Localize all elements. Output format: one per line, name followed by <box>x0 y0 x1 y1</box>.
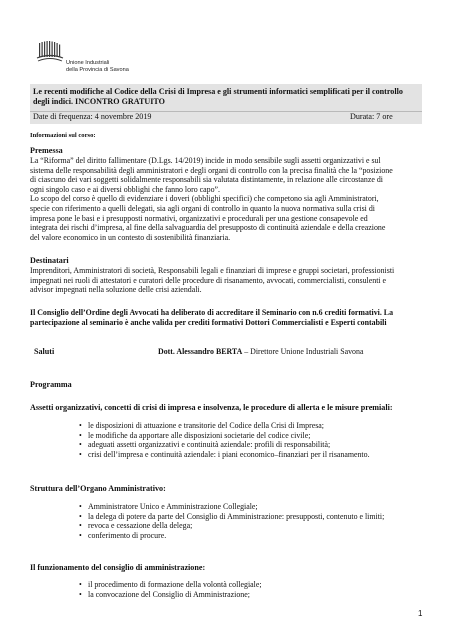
destinatari-line: Imprenditori, Amministratori di società, Responsabili legali e finanziari di imprese e gruppi societari, professionisti <box>30 266 395 275</box>
premessa-text <box>30 156 425 242</box>
saluti-speaker-line <box>158 347 363 357</box>
crediti-text <box>30 308 425 327</box>
destinatari-heading: Destinatari <box>30 256 69 265</box>
destinatari-text <box>30 266 425 295</box>
course-duration: Durata: 7 ore <box>350 112 393 121</box>
crediti-line: partecipazione al seminario è anche valida per crediti formativi Dottori Commercialisti e Esperti contabili <box>30 317 387 327</box>
premessa-line: di ciascuno dei vari soggetti solidalmente responsabili sia valutata distintamente, in relazione alle circostanze di <box>30 175 383 185</box>
destinatari-line: advisor impegnati nella soluzione delle crisi aziendali. <box>30 285 202 295</box>
premessa-line: specie con riferimento a quelli delegati, sia agli organi di controllo in quanto la nuova normativa sulla crisi di <box>30 203 375 213</box>
list-item: • crisi dell’impresa e continuità aziendale: i piani economico–finanziari per il risanamento. <box>79 450 419 460</box>
confindustria-logo-icon <box>36 41 64 65</box>
program-section-title: Il funzionamento del consiglio di amministrazione: <box>30 563 206 572</box>
list-item: • Amministratore Unico e Amministrazione Collegiale; <box>79 502 419 512</box>
saluti-label: Saluti <box>34 347 55 356</box>
list-item: • il procedimento di formazione della volontà collegiale; <box>79 580 419 590</box>
list-item: • conferimento di procure. <box>79 531 419 541</box>
program-section-list <box>79 421 419 459</box>
premessa-line: La “Riforma” del diritto fallimentare (D.Lgs. 14/2019) incide in modo sensibile sugli assetti organizzativi e sul <box>30 156 381 165</box>
program-section-title: Struttura dell’Organo Amministrativo: <box>30 484 166 493</box>
list-item: • le modifiche da apportare alle disposizioni societarie del codice civile; <box>79 431 419 441</box>
list-item: • adeguati assetti organizzativi e continuità aziendale: profili di responsabilità; <box>79 440 419 450</box>
list-item: • le disposizioni di attuazione e transitorie del Codice della Crisi di Impresa; <box>79 421 419 431</box>
list-item: • revoca e cessazione della delega; <box>79 521 419 531</box>
crediti-line: Il Consiglio dell’Ordine degli Avvocati ha deliberato di accreditare il Seminario con n.6 crediti formativi. La <box>30 308 394 317</box>
logo-org-line1: Unione Industriali <box>66 60 110 66</box>
course-date: Date di frequenza: 4 novembre 2019 <box>33 112 152 121</box>
programma-heading: Programma <box>30 380 72 389</box>
list-item: • la convocazione del Consiglio di Amministrazione; <box>79 590 419 600</box>
list-item: • la delega di potere da parte del Consiglio di Amministrazione: presupposti, contenuto e limiti; <box>79 512 419 522</box>
program-section-list <box>79 580 419 599</box>
premessa-line: ogni singolo caso e ai diversi obblighi che fanno loro capo”. <box>30 184 220 194</box>
program-section-title: Assetti organizzativi, concetti di crisi di impresa e insolvenza, le procedure di allerta e le misure premiali: <box>30 403 393 412</box>
info-heading: Informazioni sul corso: <box>30 132 96 139</box>
saluti-role: – Direttore Unione Industriali Savona <box>242 347 364 356</box>
premessa-line: Lo scopo del corso è quello di evidenziare i doveri (obblighi specifici) che competono sia agli Amministratori, <box>30 194 379 204</box>
premessa-line: integrata dei rischi d’impresa, al fine della salvaguardia del presupposto di continuità aziendale e della creazione <box>30 223 386 233</box>
premessa-heading: Premessa <box>30 146 63 155</box>
saluti-speaker: Dott. Alessandro BERTA <box>158 347 243 356</box>
premessa-line: del valore economico in un contesto di sostenibilità finanziaria. <box>30 232 231 242</box>
logo-org-line2: della Provincia di Savona <box>66 66 129 73</box>
premessa-line: sistema delle responsabilità degli amministratori e degli organi di controllo con la precisa finalità che la “posizione <box>30 165 393 175</box>
course-title: Le recenti modifiche al Codice della Crisi di Impresa e gli strumenti informatici semplificati per il controllo degli indici. INCONTRO GRATUITO <box>33 87 403 106</box>
page-number: 1 <box>418 609 423 618</box>
premessa-line: impresa pone le basi e i presupposti normativi, organizzativi e procedurali per una gestione consapevole ed <box>30 213 368 223</box>
program-section-list <box>79 502 419 540</box>
logo-org-name <box>66 60 129 73</box>
destinatari-line: impegnati nei ruoli di attestatori e curatori delle procedure di risanamento, avvocati, commercialisti, consulenti e <box>30 275 387 285</box>
